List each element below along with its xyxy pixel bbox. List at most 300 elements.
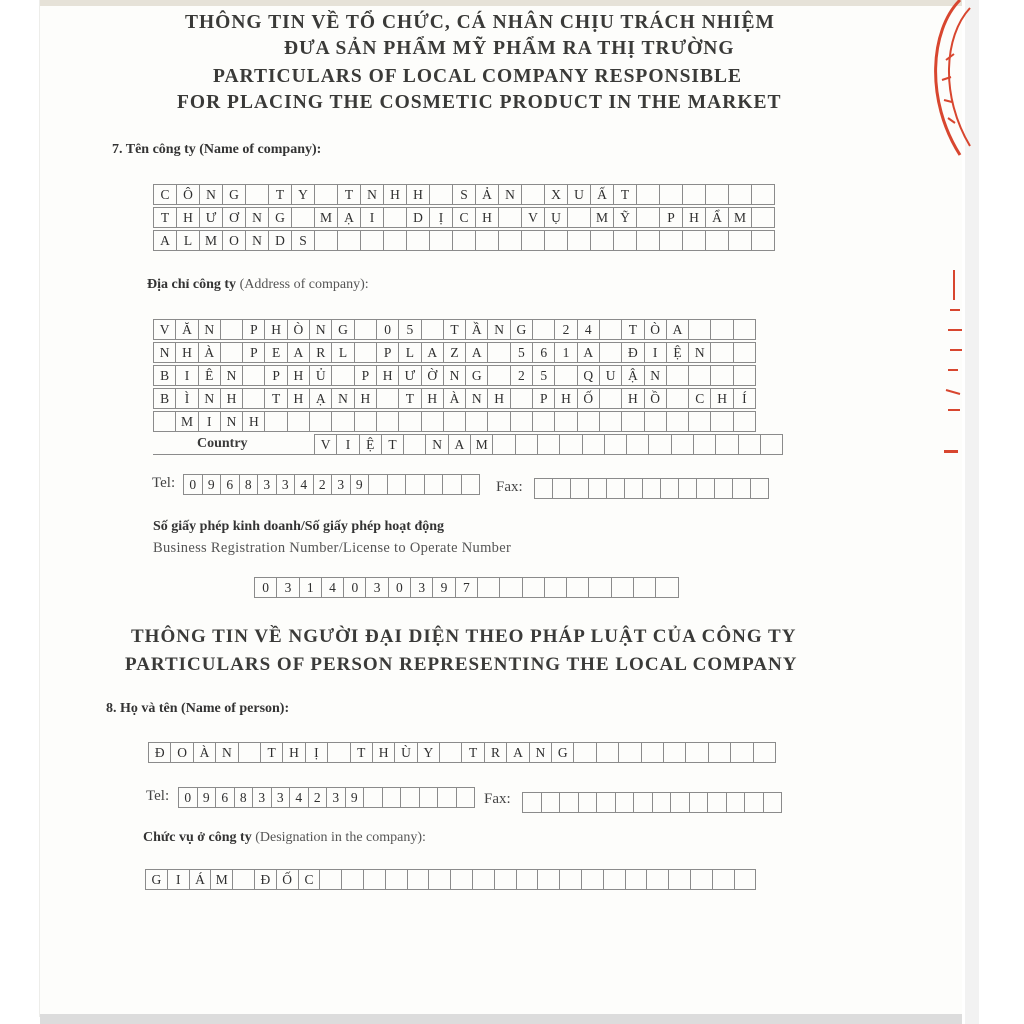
- grid-cell: H: [372, 742, 395, 763]
- grid-cell-empty: [541, 792, 561, 813]
- grid-cell: [666, 388, 689, 409]
- grid-cell: H: [175, 342, 198, 363]
- grid-cell: T: [621, 319, 644, 340]
- grid-cell: [567, 230, 591, 251]
- grid-cell: L: [331, 342, 354, 363]
- designation-label: [143, 830, 426, 846]
- grid-cell: [232, 869, 255, 890]
- company-name-row-1: [153, 184, 774, 205]
- grid-cell: N: [465, 388, 488, 409]
- grid-cell: [405, 474, 425, 495]
- grid-cell: E: [264, 342, 287, 363]
- grid-cell: C: [452, 207, 476, 228]
- grid-cell: [406, 230, 430, 251]
- grid-cell-empty: [596, 792, 616, 813]
- grid-cell: Ố: [276, 869, 299, 890]
- grid-cell: [465, 411, 488, 432]
- grid-cell: 3: [365, 577, 388, 598]
- grid-cell: S: [452, 184, 476, 205]
- grid-cell: T: [264, 388, 287, 409]
- grid-cell: O: [222, 230, 246, 251]
- grid-cell: H: [376, 365, 399, 386]
- red-seal-stamp: [920, 0, 990, 170]
- grid-cell: 8: [234, 787, 254, 808]
- grid-cell: [690, 869, 713, 890]
- grid-cell: [710, 319, 733, 340]
- grid-cell: [663, 742, 686, 763]
- grid-cell: [341, 869, 364, 890]
- grid-cell: [554, 411, 577, 432]
- country-row: [153, 434, 782, 455]
- grid-cell: [544, 230, 568, 251]
- grid-cell: [461, 474, 481, 495]
- grid-cell: [733, 365, 756, 386]
- grid-cell: [751, 184, 775, 205]
- grid-cell-empty: [670, 792, 690, 813]
- grid-cell: Y: [291, 184, 315, 205]
- grid-cell: 0: [388, 577, 411, 598]
- representative-header-en: PARTICULARS OF PERSON REPRESENTING THE LOCAL COMPANY: [125, 654, 798, 675]
- grid-cell: [443, 411, 466, 432]
- grid-cell: [705, 184, 729, 205]
- grid-cell: [751, 207, 775, 228]
- grid-cell: Ỹ: [613, 207, 637, 228]
- grid-cell: 3: [276, 474, 296, 495]
- grid-cell: N: [644, 365, 667, 386]
- grid-cell: I: [198, 411, 221, 432]
- grid-cell: [666, 411, 689, 432]
- grid-cell: [429, 230, 453, 251]
- grid-cell: [537, 434, 560, 455]
- grid-cell: [668, 869, 691, 890]
- grid-cell: [599, 411, 622, 432]
- grid-cell: [577, 411, 600, 432]
- grid-cell: P: [264, 365, 287, 386]
- grid-cell: 3: [276, 577, 299, 598]
- grid-cell: 9: [345, 787, 365, 808]
- grid-cell: [521, 184, 545, 205]
- grid-cell: [733, 342, 756, 363]
- grid-cell: [655, 577, 678, 598]
- grid-cell: 2: [554, 319, 577, 340]
- grid-cell: Ụ: [544, 207, 568, 228]
- grid-cell: [368, 474, 388, 495]
- grid-cell: [403, 434, 426, 455]
- grid-cell: T: [350, 742, 373, 763]
- grid-cell: [291, 207, 315, 228]
- grid-cell: 5: [398, 319, 421, 340]
- grid-cell: G: [145, 869, 168, 890]
- company-fax-cells: [534, 478, 768, 499]
- grid-cell: [522, 577, 545, 598]
- grid-cell: [625, 869, 648, 890]
- grid-cell: [400, 787, 420, 808]
- grid-cell: Ô: [176, 184, 200, 205]
- grid-cell: [599, 319, 622, 340]
- grid-cell: [710, 411, 733, 432]
- grid-cell: 0: [183, 474, 203, 495]
- grid-cell: R: [484, 742, 507, 763]
- grid-cell: G: [551, 742, 574, 763]
- grid-cell: [532, 319, 555, 340]
- license-label-vi: Số giấy phép kinh doanh/Số giấy phép hoạt động: [153, 519, 445, 534]
- grid-cell: N: [360, 184, 384, 205]
- grid-cell: 3: [326, 787, 346, 808]
- grid-cell-empty: [689, 792, 709, 813]
- grid-cell: 4: [289, 787, 309, 808]
- grid-cell: 4: [577, 319, 600, 340]
- grid-cell: [567, 207, 591, 228]
- grid-cell: A: [577, 342, 600, 363]
- grid-cell-empty: [707, 792, 727, 813]
- grid-cell: T: [153, 207, 177, 228]
- grid-cell: Ê: [198, 365, 221, 386]
- address-label-vi: Địa chỉ công ty: [147, 277, 237, 292]
- grid-cell: [424, 474, 444, 495]
- address-row-5: [153, 411, 755, 432]
- grid-cell: [599, 388, 622, 409]
- grid-cell: [659, 184, 683, 205]
- grid-cell: Ả: [475, 184, 499, 205]
- grid-cell: M: [210, 869, 233, 890]
- grid-cell: [354, 319, 377, 340]
- grid-cell: [693, 434, 716, 455]
- grid-cell: 2: [510, 365, 533, 386]
- grid-cell: H: [176, 207, 200, 228]
- grid-cell: [314, 230, 338, 251]
- grid-cell: [242, 388, 265, 409]
- grid-cell: A: [153, 230, 177, 251]
- grid-cell: [510, 388, 533, 409]
- grid-cell: A: [506, 742, 529, 763]
- grid-cell: [498, 207, 522, 228]
- grid-cell: [603, 869, 626, 890]
- grid-cell: Ư: [199, 207, 223, 228]
- address-row-2: [153, 342, 755, 363]
- grid-cell: À: [198, 342, 221, 363]
- grid-cell: O: [170, 742, 193, 763]
- grid-cell: [559, 869, 582, 890]
- grid-cell: D: [268, 230, 292, 251]
- grid-cell: Đ: [621, 342, 644, 363]
- grid-cell: [590, 230, 614, 251]
- grid-cell: Ò: [644, 319, 667, 340]
- grid-cell: A: [287, 342, 310, 363]
- grid-cell: M: [199, 230, 223, 251]
- grid-cell: [492, 434, 515, 455]
- grid-cell: L: [176, 230, 200, 251]
- grid-cell: Á: [189, 869, 212, 890]
- person-name-label: 8. Họ và tên (Name of person):: [106, 701, 290, 716]
- grid-cell: N: [309, 319, 332, 340]
- grid-cell: P: [354, 365, 377, 386]
- grid-cell: M: [175, 411, 198, 432]
- grid-cell: I: [175, 365, 198, 386]
- grid-cell: [712, 869, 735, 890]
- grid-cell: G: [268, 207, 292, 228]
- grid-cell: [705, 230, 729, 251]
- grid-cell: 4: [294, 474, 314, 495]
- header-title-en-2: FOR PLACING THE COSMETIC PRODUCT IN THE MARKET: [177, 92, 782, 113]
- grid-cell: [688, 411, 711, 432]
- grid-cell: N: [529, 742, 552, 763]
- grid-cell: H: [287, 365, 310, 386]
- grid-cell: 3: [252, 787, 272, 808]
- grid-cell: U: [599, 365, 622, 386]
- grid-cell: [760, 434, 783, 455]
- grid-cell: [636, 184, 660, 205]
- grid-cell: [554, 365, 577, 386]
- grid-cell: [382, 787, 402, 808]
- grid-cell: [220, 319, 243, 340]
- grid-cell: [385, 869, 408, 890]
- grid-cell: L: [398, 342, 421, 363]
- grid-cell: H: [282, 742, 305, 763]
- red-side-marks: [940, 270, 970, 460]
- grid-cell: [487, 342, 510, 363]
- grid-cell: 4: [321, 577, 344, 598]
- grid-cell: Y: [417, 742, 440, 763]
- grid-cell: H: [383, 184, 407, 205]
- grid-cell-empty: [578, 792, 598, 813]
- grid-cell: C: [153, 184, 177, 205]
- grid-cell: [734, 869, 757, 890]
- grid-cell: P: [376, 342, 399, 363]
- grid-cell: [516, 869, 539, 890]
- grid-cell: [354, 411, 377, 432]
- grid-cell: N: [220, 411, 243, 432]
- grid-cell: 3: [257, 474, 277, 495]
- grid-cell: M: [590, 207, 614, 228]
- grid-cell: 6: [220, 474, 240, 495]
- grid-cell: [648, 434, 671, 455]
- grid-cell: [733, 319, 756, 340]
- grid-cell: [728, 184, 752, 205]
- grid-cell-empty: [750, 478, 769, 499]
- grid-cell: U: [567, 184, 591, 205]
- grid-cell: Ầ: [465, 319, 488, 340]
- grid-cell: H: [710, 388, 733, 409]
- grid-cell: [376, 388, 399, 409]
- person-fax-cells: [522, 792, 781, 813]
- grid-cell: 5: [510, 342, 533, 363]
- grid-cell: H: [220, 388, 243, 409]
- grid-cell: Ồ: [644, 388, 667, 409]
- grid-cell: P: [659, 207, 683, 228]
- grid-cell: N: [443, 365, 466, 386]
- company-name-row-2: [153, 207, 774, 228]
- grid-cell: A: [421, 342, 444, 363]
- grid-cell: [613, 230, 637, 251]
- grid-cell: [477, 577, 500, 598]
- grid-cell: N: [487, 319, 510, 340]
- grid-cell: [472, 869, 495, 890]
- grid-cell: [708, 742, 731, 763]
- grid-cell-empty: [642, 478, 661, 499]
- grid-cell: [309, 411, 332, 432]
- grid-cell: [429, 184, 453, 205]
- grid-cell: 0: [343, 577, 366, 598]
- grid-cell: C: [688, 388, 711, 409]
- grid-cell: I: [644, 342, 667, 363]
- grid-cell: N: [498, 184, 522, 205]
- grid-cell: H: [621, 388, 644, 409]
- grid-cell: 1: [554, 342, 577, 363]
- grid-cell: [383, 230, 407, 251]
- grid-cell-empty: [678, 478, 697, 499]
- grid-cell: V: [521, 207, 545, 228]
- grid-cell: [354, 342, 377, 363]
- grid-cell: H: [421, 388, 444, 409]
- designation-cells: [145, 869, 755, 890]
- grid-cell: Ậ: [621, 365, 644, 386]
- grid-cell: N: [245, 207, 269, 228]
- grid-cell: [682, 230, 706, 251]
- grid-cell: T: [613, 184, 637, 205]
- license-number-cells: [254, 577, 678, 598]
- company-fax-label: Fax:: [496, 479, 523, 495]
- person-fax-label: Fax:: [484, 791, 511, 807]
- grid-cell: [220, 342, 243, 363]
- grid-cell: [428, 869, 451, 890]
- grid-cell: H: [682, 207, 706, 228]
- grid-cell: [621, 411, 644, 432]
- grid-cell: 5: [532, 365, 555, 386]
- grid-cell: [419, 787, 439, 808]
- address-row-1: [153, 319, 755, 340]
- grid-cell: [646, 869, 669, 890]
- grid-cell: Đ: [254, 869, 277, 890]
- grid-cell: A: [666, 319, 689, 340]
- grid-cell: 1: [299, 577, 322, 598]
- grid-cell: [363, 869, 386, 890]
- grid-cell: P: [532, 388, 555, 409]
- grid-cell-empty: [726, 792, 746, 813]
- grid-cell: [728, 230, 752, 251]
- grid-cell: [733, 411, 756, 432]
- grid-cell: 8: [239, 474, 259, 495]
- grid-cell-empty: [696, 478, 715, 499]
- address-label-en: (Address of company):: [239, 277, 369, 292]
- grid-cell: T: [260, 742, 283, 763]
- grid-cell: H: [554, 388, 577, 409]
- grid-cell: A: [465, 342, 488, 363]
- grid-cell: [671, 434, 694, 455]
- grid-cell: [238, 742, 261, 763]
- grid-cell: Đ: [148, 742, 171, 763]
- grid-cell: [475, 230, 499, 251]
- grid-cell: [387, 474, 407, 495]
- grid-cell: [626, 434, 649, 455]
- grid-cell: [581, 869, 604, 890]
- designation-label-vi: Chức vụ ở công ty: [143, 830, 252, 845]
- grid-cell: R: [309, 342, 332, 363]
- company-name-row-3: [153, 230, 774, 251]
- grid-cell: 2: [308, 787, 328, 808]
- grid-cell: I: [167, 869, 190, 890]
- grid-cell: [331, 365, 354, 386]
- grid-cell: [515, 434, 538, 455]
- grid-cell: [319, 869, 342, 890]
- grid-cell: Ố: [577, 388, 600, 409]
- grid-cell: N: [198, 388, 221, 409]
- grid-cell: [487, 365, 510, 386]
- grid-cell: [521, 230, 545, 251]
- grid-cell: [450, 869, 473, 890]
- person-name-cells: [148, 742, 775, 763]
- grid-cell: [682, 184, 706, 205]
- grid-cell: 3: [331, 474, 351, 495]
- company-tel-cells: [183, 474, 479, 495]
- grid-cell: 0: [178, 787, 198, 808]
- grid-cell: 9: [202, 474, 222, 495]
- grid-cell: Ạ: [309, 388, 332, 409]
- designation-label-en: (Designation in the company):: [255, 830, 426, 845]
- grid-cell: [641, 742, 664, 763]
- grid-cell-empty: [522, 792, 542, 813]
- grid-cell: I: [336, 434, 359, 455]
- grid-cell: 3: [271, 787, 291, 808]
- grid-cell: [456, 787, 476, 808]
- grid-cell: T: [337, 184, 361, 205]
- grid-cell: Z: [443, 342, 466, 363]
- grid-cell: Ị: [305, 742, 328, 763]
- person-tel-label: Tel:: [146, 788, 170, 804]
- address-row-4: [153, 388, 755, 409]
- grid-cell: N: [688, 342, 711, 363]
- grid-cell: N: [199, 184, 223, 205]
- grid-cell: 0: [376, 319, 399, 340]
- grid-cell: I: [360, 207, 384, 228]
- grid-cell: À: [193, 742, 216, 763]
- grid-cell: Ò: [287, 319, 310, 340]
- grid-cell-empty: [732, 478, 751, 499]
- grid-cell: [544, 577, 567, 598]
- grid-cell: H: [354, 388, 377, 409]
- grid-cell-empty: [744, 792, 764, 813]
- grid-cell: [245, 184, 269, 205]
- grid-cell: 7: [455, 577, 478, 598]
- grid-cell: Ì: [175, 388, 198, 409]
- grid-cell: P: [242, 319, 265, 340]
- grid-cell: B: [153, 388, 176, 409]
- grid-cell: [314, 184, 338, 205]
- grid-cell: Ư: [398, 365, 421, 386]
- grid-cell-empty: [633, 792, 653, 813]
- grid-cell: T: [398, 388, 421, 409]
- grid-cell: N: [198, 319, 221, 340]
- grid-cell: [337, 230, 361, 251]
- grid-cell: Q: [577, 365, 600, 386]
- grid-cell: S: [291, 230, 315, 251]
- grid-cell-empty: [534, 478, 553, 499]
- grid-cell: Ạ: [337, 207, 361, 228]
- header-title-vi-2: ĐƯA SẢN PHẨM MỸ PHẨM RA THỊ TRƯỜNG: [284, 38, 735, 59]
- grid-cell: H: [487, 388, 510, 409]
- grid-cell-empty: [714, 478, 733, 499]
- grid-cell: M: [314, 207, 338, 228]
- header-title-en-1: PARTICULARS OF LOCAL COMPANY RESPONSIBLE: [213, 66, 743, 87]
- grid-cell: H: [475, 207, 499, 228]
- grid-cell: [510, 411, 533, 432]
- grid-cell: G: [222, 184, 246, 205]
- grid-cell: [566, 577, 589, 598]
- grid-cell: 3: [410, 577, 433, 598]
- grid-cell: V: [153, 319, 176, 340]
- grid-cell-empty: [606, 478, 625, 499]
- grid-cell: [599, 342, 622, 363]
- grid-cell: [688, 319, 711, 340]
